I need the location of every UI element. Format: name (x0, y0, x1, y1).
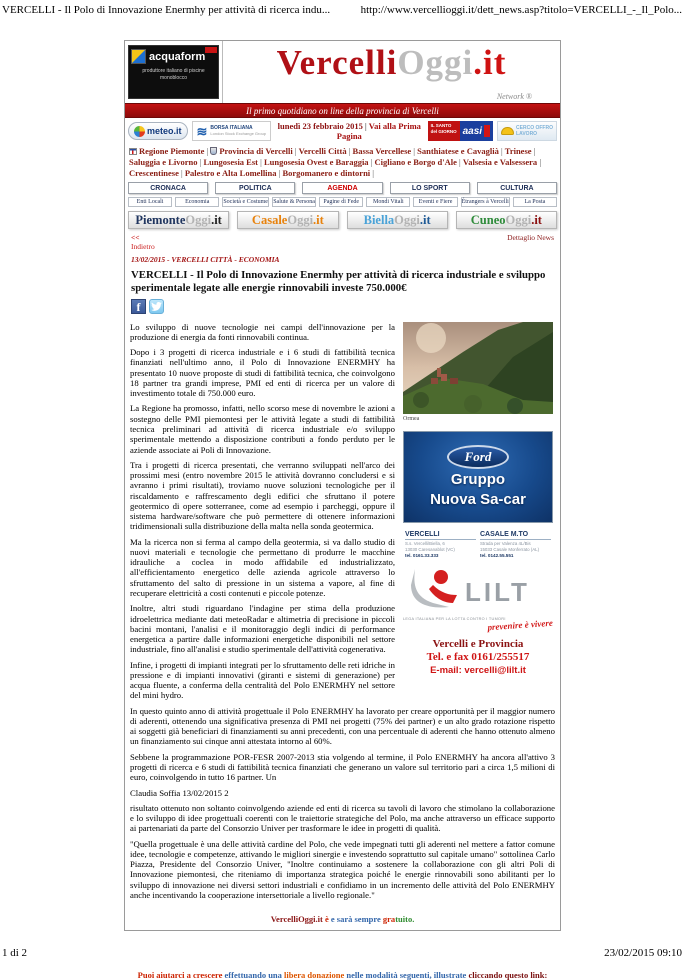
dealer-phone: tel. 0161.33.333 (405, 552, 439, 558)
photo-caption: Ormea (403, 415, 420, 422)
article-sidebar (403, 322, 555, 679)
lilt-contact-email[interactable]: E-mail: vercelli@lilt.it (430, 665, 526, 677)
dealer-vercelli (403, 531, 478, 559)
dealer-city: CASALE M.TO (480, 531, 551, 540)
article-paragraph: Infine, i progetti di impianti integrati per lo sfruttamento delle reti idriche in pressione e di impianti innovativi (giranti e sistemi di generazione) per acqua fluente, a conferma della centralità del Polo ENERMHY nel settore del mini hydro. (130, 659, 395, 701)
article-body (125, 316, 560, 980)
dealer-phone: tel. 0142.55.551 (480, 552, 514, 558)
acquaform-logo-icon (131, 49, 146, 64)
print-doc-url: http://www.vercellioggi.it/dett_news.asp?titolo=VERCELLI_-_Il_Polo... (360, 4, 682, 16)
section-tabs (125, 180, 560, 195)
provincia-shield-icon (210, 147, 217, 155)
back-link[interactable]: Indietro (131, 242, 155, 252)
cerco-offro-lavoro-ad[interactable] (497, 121, 557, 141)
dealer-address: S.s. Vercelli/Biella, 6 (405, 540, 445, 546)
article-paragraph: Ma la ricerca non si ferma al campo della geotermia, si va dallo studio di nuovi materiali e tecnologie che permettano di produrre le macchine idrauliche a coclea in modo affidabile ed industrializzato, all'efficientamento energetico delle azienda agricole attraverso lo sfruttamento del salto di pressione in un sistema a vapore, al fine di recuperare elettricità a costi contenuti e piccole potenze. (130, 536, 395, 598)
lavoro-label-1: CERCO OFFRO (516, 125, 553, 131)
nav-link[interactable]: Santhiatese e Cavaglià | (417, 146, 505, 156)
masthead (125, 41, 560, 103)
donation-link-line[interactable]: Puoi aiutarci a crescere effettuando una libera donazione nelle modalità seguenti, illustrate cliccando questo link: (137, 970, 548, 980)
tab-politica[interactable]: POLITICA (215, 182, 295, 194)
lilt-contact (403, 638, 553, 677)
lilt-logo (403, 563, 553, 615)
nav-link[interactable]: Lungosesia Ovest e Baraggia | (264, 157, 375, 167)
article-paragraph: Sebbene la programmazione POR-FESR 2007-2013 stia volgendo al termine, il Polo ENERMHY ha ancora all'attivo 3 progetti di ricerca e 6 studi di fattibilità tecnica finanziati che generano un valore sul territorio pari a circa 1,5 milioni di euro, coinvolgendo in tutto 16 partner. Un (130, 751, 555, 783)
nav-link[interactable]: Crescentinese | (129, 168, 185, 178)
nav-link[interactable]: Trinese | (505, 146, 536, 156)
dealer-address: 15033 Casale Monferrato (AL) (480, 546, 540, 552)
acquaform-ad[interactable] (125, 41, 223, 103)
borsa-sublabel: London Stock Exchange Group (210, 131, 267, 136)
ford-oval-logo: Ford (447, 445, 509, 469)
breadcrumb (125, 231, 560, 242)
meteo-icon (134, 126, 145, 137)
info-bar (125, 118, 560, 144)
tab-cultura[interactable]: CULTURA (477, 182, 557, 194)
print-footer (2, 947, 682, 959)
subcategory-tabs (125, 195, 560, 209)
ford-ad-line2: Nuova Sa-car (430, 490, 526, 508)
article-paragraph: Lo sviluppo di nuove tecnologie nei campi dell'innovazione per la produzione di energia da fonti rinnovabili continua. (130, 321, 395, 342)
article-paragraph: La Regione ha promosso, infatti, nello scorso mese di novembre le azioni a sostegno delle PMI piemontesi per le attività legate a studi di fattibilità tecnica preliminari ad attività di ricerca industriale e/o sviluppo sperimentale mettendo a disposizione contributi a fondo perduto per le aziende associate ai Poli di Innovazione. (130, 403, 395, 455)
sister-site-piemonteoggi[interactable]: PiemonteOggi.it (128, 211, 229, 229)
subtab-etrangers[interactable]: Étrangers à Vercelli (461, 199, 509, 206)
nav-link[interactable]: Bassa Vercellese | (353, 146, 418, 156)
nav-link-provincia[interactable]: Provincia di Vercelli | (210, 146, 298, 156)
logo-vercelli: Vercelli (276, 43, 398, 82)
print-header (2, 4, 682, 16)
logo-network-label: Network ® (496, 92, 532, 101)
sister-site-casaleoggi[interactable]: CasaleOggi.it (237, 211, 338, 229)
subtab-fede[interactable]: Pagine di Fede (319, 197, 363, 207)
nav-link-regione-piemonte[interactable]: Regione Piemonte | (129, 146, 210, 156)
logo-it: .it (473, 43, 507, 82)
ford-ad[interactable] (403, 431, 553, 523)
acquaform-tag (205, 47, 217, 53)
article-paragraph: "Quella progettuale è una delle attività cardine del Polo, che vede impegnati tutti gli aderenti nel mettere a fattor comune idee, tecnologie e competenze, attivando le migliori sinergie e investendo soprattutto sul capitale umano" sottolinea Carlo Piazza, Presidente del Consorzio Univer, "Inoltre continuiamo a sostenere la collaborazione con gli altri Poli di Innovazione piemontesi, che riteniamo di importanza strategica poiché le energie rinnovabili sono abilitanti per lo sviluppo di innovazione nei diversi settori industriali e confidiamo in un incremento delle attività del Polo ENERMHY anche incentivando la cooperazione intersettoriale a livello regionale." (130, 838, 555, 900)
logo-oggi: Oggi (397, 43, 474, 82)
nav-link[interactable]: Lungosesia Est | (203, 157, 264, 167)
webpage-frame (124, 40, 561, 980)
twitter-icon[interactable] (149, 299, 164, 314)
acquaform-ad-inner (128, 45, 219, 99)
subtab-societa[interactable]: Società e Costume (223, 199, 268, 206)
article-paragraph: Tra i progetti di ricerca presentati, che verranno sviluppati nell'arco dei prossimi mesi (entro novembre 2015 le attività dovranno concludersi e si avranno i primi risultati), troviamo nuove soluzioni tecnologiche per il riscaldamento e raffrescamento degli edifici che sfruttano il potere geotermico di opere sotterranee, come ad esempio i parcheggi, oppure il sistema hardware/software che può permettere di ottenere informazioni tridimensionali sulla distribuzione della malta nella sonda geotermica. (130, 459, 395, 532)
aasi-logo: aasi (460, 121, 493, 141)
ford-dealers (403, 531, 553, 559)
santo-label: IL SANTO del GIORNO (428, 121, 460, 141)
piemonte-flag-icon (129, 148, 137, 155)
lilt-contact-area: Vercelli e Provincia (432, 637, 524, 650)
print-doc-title: VERCELLI - Il Polo di Innovazione Enermhy per attività di ricerca indu... (2, 4, 331, 16)
facebook-icon[interactable]: f (131, 299, 146, 314)
site-logo[interactable] (223, 41, 560, 103)
hardhat-icon (501, 127, 514, 135)
article-dateline: 13/02/2015 - VERCELLI CITTÀ - ECONOMIA (131, 255, 280, 265)
tab-lo-sport[interactable]: LO SPORT (390, 182, 470, 194)
borsa-waves-icon: ≋ (196, 123, 208, 139)
article-paragraph: Dopo i 3 progetti di ricerca industriale e i 6 studi di fattibilità tecnica finanziati nell'ultimo anno, il Polo di Innovazione ENERMHY ha presentato 10 nuove proposte di studi di fattibilità tecnica, che coinvolgono 18 partner tra grandi imprese, PMI ed enti di ricerca per un valore di investimento totale di 750.000 euro. (130, 347, 395, 399)
tab-agenda[interactable]: AGENDA (302, 182, 382, 194)
subtab-enti-locali[interactable]: Enti Locali (128, 197, 172, 207)
borsa-italiana-link[interactable] (192, 121, 272, 141)
article-paragraph: Inoltre, altri studi riguardano l'indagine per stima della produzione idroelettrica mediante dati meteoRadar e altimetria di precisione in piccoli bacini montani, l'analisi e il monitoraggio degli indici di performance energetica a partire dalle informazioni energetiche disponibili nel settore industriale, fino all'analisi e studio sperimentale dell'attività cogenerativa. (130, 603, 395, 655)
nav-link[interactable]: Vercelli Città | (299, 146, 353, 156)
dealer-city: VERCELLI (405, 531, 476, 540)
meteo-label: meteo.it (147, 126, 182, 136)
lavoro-label-2: LAVORO (516, 131, 538, 137)
meteo-link[interactable] (128, 122, 188, 140)
nav-link[interactable]: Cigliano e Borgo d'Ale | (375, 157, 463, 167)
subtab-eventi[interactable]: Eventi e Fiere (413, 197, 457, 207)
dealer-address: Strada per Valenza 4L/Bis (480, 540, 531, 546)
dealer-address: 13030 Caresanablot (VC) (405, 546, 455, 552)
ormea-photo (403, 322, 553, 414)
back-arrows-link[interactable]: << (131, 233, 140, 243)
sister-sites (125, 209, 560, 231)
sister-site-cuneooggi[interactable]: CuneoOggi.it (456, 211, 557, 229)
print-datetime: 23/02/2015 09:10 (604, 947, 682, 959)
lilt-slogan: prevenire è vivere (487, 617, 554, 633)
acquaform-tagline: produttore italiano di piscine monoblocco (142, 68, 205, 81)
home-link[interactable]: Vai alla Prima Pagina (336, 121, 421, 141)
acquaform-name: acquaform (149, 50, 206, 63)
date-home-row: lunedì 23 febbraio 2015 | Vai alla Prima Pagina (277, 121, 421, 141)
article-paragraph: In questo quinto anno di attività progettuale il Polo ENERMHY ha lavorato per creare opportunità per il maggior numero di aderenti, ottenendo una significativa presenza di PMI nei progetti (75% dei partner) e un alto grado rotazione rispetto ai soggetti già beneficiari di finanziamenti su anni precedenti, con una percentuale di aderenti che hanno ottenuto almeno un finanziamento sui cinque anni attestata intorno al 60%. (130, 705, 555, 747)
tab-cronaca[interactable]: CRONACA (128, 182, 208, 194)
borsa-label: BORSA ITALIANA (210, 125, 253, 131)
lilt-subtitle: LEGA ITALIANA PER LA LOTTA CONTRO I TUMORI (403, 617, 506, 622)
subtab-economia[interactable]: Economia (175, 197, 219, 207)
nav-link[interactable]: Saluggia e Livorno | (129, 157, 203, 167)
detail-news-label: Dettaglio News (507, 233, 554, 243)
nav-link[interactable]: Palestro e Alta Lomellina | (185, 168, 283, 178)
article-paragraph: risultato ottenuto non soltanto coinvolgendo aziende ed enti di ricerca su tavoli di lavoro che stimolano la collaborazione e lo sviluppo di idee progettuali coerenti con le traiettorie strategiche del Polo, ma anche attraverso un efficace supporto ai partenariati da parte del Consorzio Univer per trasformare le idee in progetti di qualità. (130, 802, 555, 834)
sister-site-biellaoggi[interactable]: BiellaOggi.it (347, 211, 448, 229)
subtab-mondi-vitali[interactable]: Mondi Vitali (366, 197, 410, 207)
santo-giorno-ad[interactable] (428, 121, 493, 141)
page-number: 1 di 2 (2, 947, 28, 959)
subtab-la-posta[interactable]: La Posta (513, 197, 557, 207)
gratis-tagline: VercelliOggi.it è e sarà sempre gratuito. (270, 914, 415, 925)
nav-link[interactable]: Valsesia e Valsessera | (463, 157, 541, 167)
lilt-contact-phone: Tel. e fax 0161/255517 (426, 651, 530, 664)
current-date: lunedì 23 febbraio 2015 (277, 121, 363, 131)
dealer-casale (478, 531, 553, 559)
lilt-ad[interactable] (403, 563, 553, 633)
subtab-salute[interactable]: Salute & Persona (273, 199, 315, 206)
article-byline: Claudia Soffia 13/02/2015 2 (130, 787, 229, 798)
region-nav (125, 144, 560, 180)
ford-ad-line1: Gruppo (450, 471, 506, 489)
svg-text:LILT: LILT (465, 577, 530, 608)
article-headline: VERCELLI - Il Polo di Innovazione Enermhy per attività di ricerca industriale e sviluppo sperimentale legate alle energie rinnovabili investe 750.000€ (131, 269, 546, 294)
aasi-red-square (484, 125, 490, 137)
share-buttons (125, 295, 560, 316)
nav-link[interactable]: Borgomanero e dintorni | (282, 168, 374, 178)
site-tagline-banner: Il primo quotidiano on line della provincia di Vercelli (125, 103, 560, 118)
